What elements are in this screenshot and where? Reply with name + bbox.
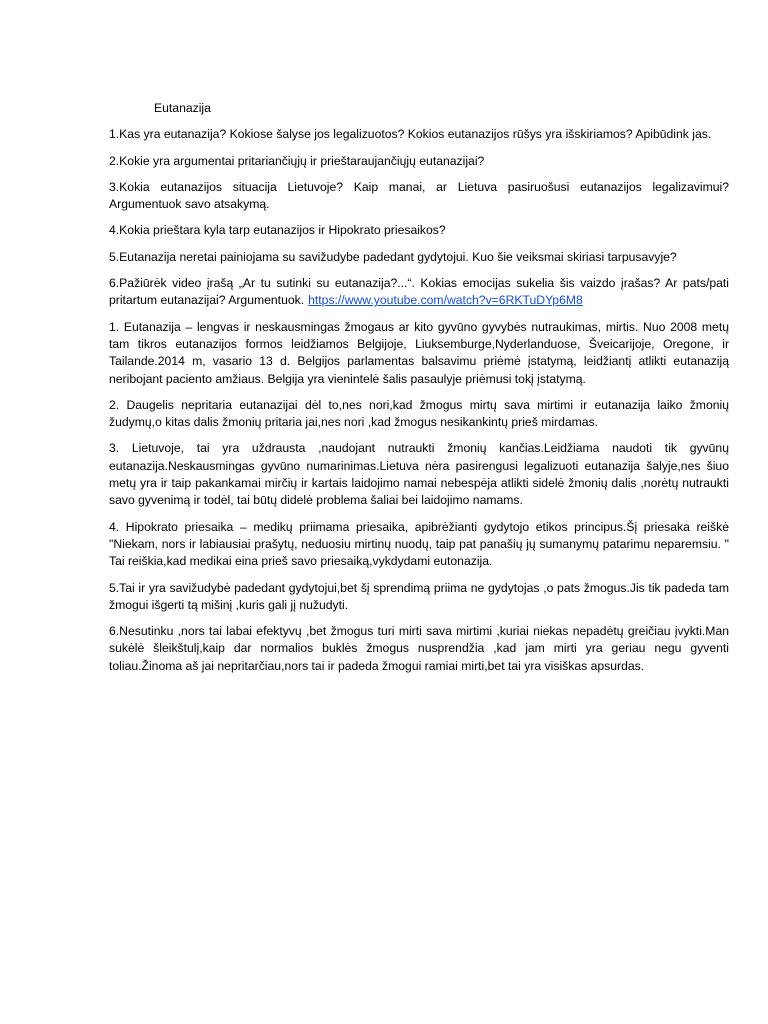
question-6-text: 6.Pažiūrėk video įrašą „Ar tu sutinki su eutanazija?...“. Kokias emocijas sukelia šis vaizdo įrašas? Ar pats/pati pritartum eutanazijai? Argumentuok. [109, 276, 729, 308]
answer-1: 1. Eutanazija – lengvas ir neskausmingas žmogaus ar kito gyvūno gyvybės nutraukimas, mirtis. Nuo 2008 metų tam tikros eutanazijos formos leidžiamos Belgijoje, Liuksemburge,Nyderlanduose, Šveicarijoje, Oregone, ir Tailande.2014 m, vasario 13 d. Belgijos parlamentas balsavimu priėmė įstatymą, leidžiantį atlikti eutanaziją neribojant paciento amžiaus. Belgija yra vienintelė šalis pasaulyje priėmusi tokį įstatymą. [109, 319, 729, 386]
question-2: 2.Kokie yra argumentai pritariančiųjų ir prieštaraujančiųjų eutanazijai? [109, 153, 485, 168]
question-4: 4.Kokia prieštara kyla tarp eutanazijos ir Hipokrato priesaikos? [109, 223, 446, 238]
answer-2: 2. Daugelis nepritaria eutanazijai dėl to,nes nori,kad žmogus mirtų sava mirtimi ir eutanazija laiko žmonių žudymų,o kitas dalis žmonių pritaria jai,nes nori ,kad žmogus nesikankintų prieš mirdamas. [109, 397, 729, 430]
answer-3: 3. Lietuvoje, tai yra uždrausta ,naudojant nutraukti žmonių kančias.Leidžiama naudoti tik gyvūnų eutanazija.Neskausmingas gyvūno numarinimas.Lietuva nėra pasirengusi legalizuoti eutanazija šalyje,nes šiuo metų yra ir taip pakankamai mirčių ir kartais laidojimo namai nebespėja atlikti sidelė žmonių dalis ,norėtų nutraukti savo gyvenimą ir todėl, tai būtų didelė problema šaliai bei laidojimo namams. [109, 441, 729, 508]
question-6 [109, 275, 729, 310]
question-1: 1.Kas yra eutanazija? Kokiose šalyse jos legalizuotos? Kokios eutanazijos rūšys yra išskiriamos? Apibūdink jas. [109, 127, 712, 142]
answer-5: 5.Tai ir yra savižudybė padedant gydytojui,bet šį sprendimą priima ne gydytojas ,o pats žmogus.Jis tik padeda tam žmogui išgerti tą mišinį ,kuris gali jį nužudyti. [109, 580, 729, 612]
video-link[interactable]: https://www.youtube.com/watch?v=6RKTuDYp6M8 [308, 293, 583, 308]
answer-4: 4. Hipokrato priesaika – medikų priimama priesaika, apibrėžianti gydytojo etikos principus.Šį priesaka reiškė "Niekam, nors ir labiausiai prašytų, neduosiu mirtinų nuodų, taip pat panašių jų sumanymų patarimu neparemsiu. " Tai reiškia,kad medikai eina prieš savo priesaiką,vykdydami eutonazija. [109, 519, 729, 569]
question-5: 5.Eutanazija neretai painiojama su savižudybe padedant gydytojui. Kuo šie veiksmai skiriasi tarpusavyje? [109, 249, 677, 264]
document-page [109, 100, 729, 684]
question-3: 3.Kokia eutanazijos situacija Lietuvoje? Kaip manai, ar Lietuva pasiruošusi eutanazijos legalizavimui? Argumentuok savo atsakymą. [109, 179, 729, 212]
document-title: Eutanazija [154, 101, 211, 115]
answer-6: 6.Nesutinku ,nors tai labai efektyvų ,bet žmogus turi mirti sava mirtimi ,kuriai niekas nepadėtų greičiau įvykti.Man sukėlė šleikštulį,kaip dar normalios buklės žmogus nusprendžia ,kad jam mirti yra geriau negu gyventi toliau.Žinoma aš jai nepritarčiau,nors tai ir padeda žmogui ramiai mirti,bet tai yra visiškas apsurdas. [109, 624, 729, 673]
